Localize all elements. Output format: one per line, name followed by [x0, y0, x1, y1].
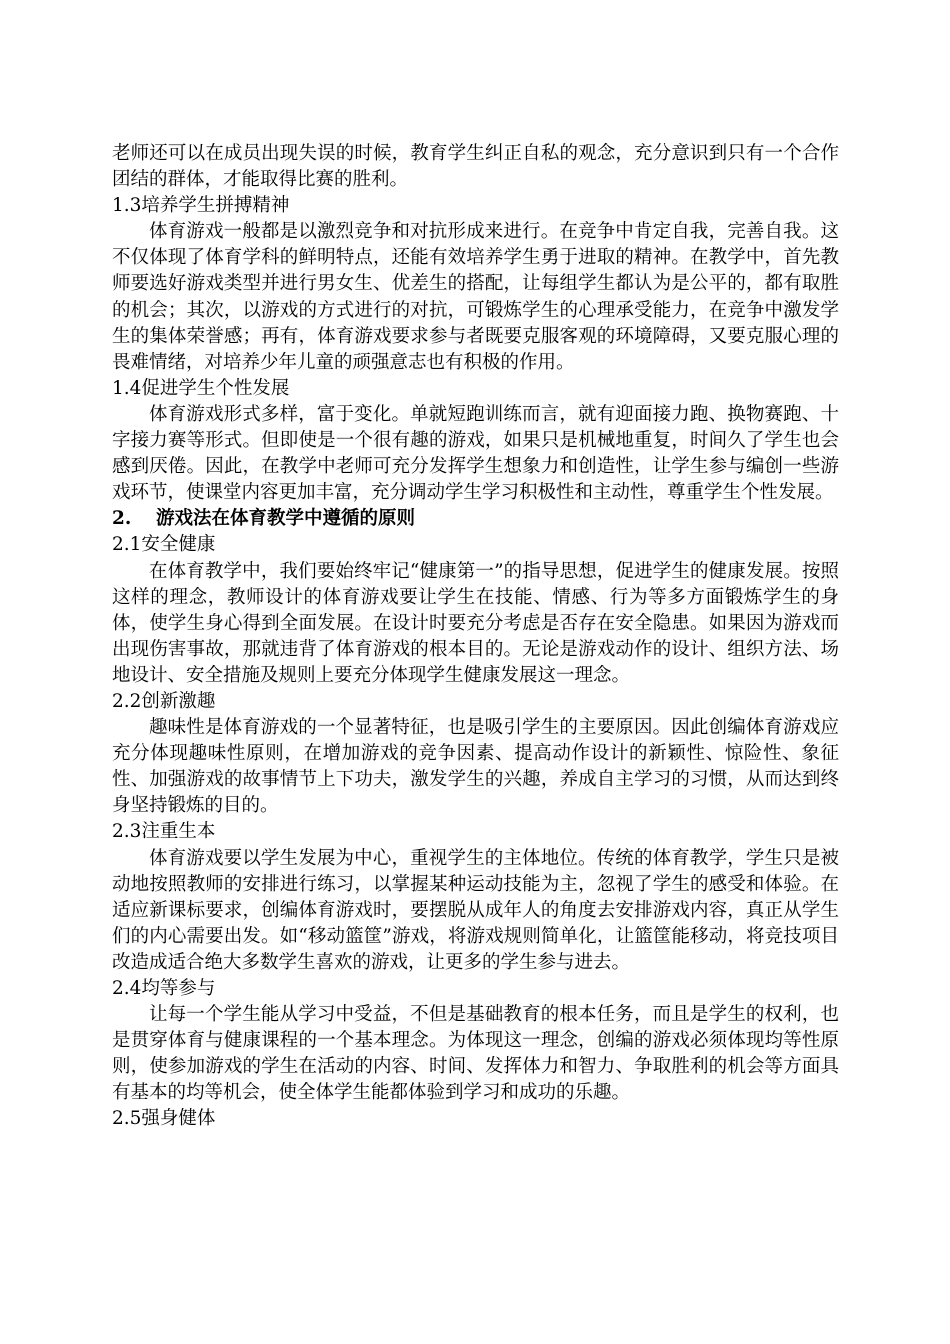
paragraph-personality-development: 体育游戏形式多样，富于变化。单就短跑训练而言，就有迎面接力跑、换物赛跑、十字接力赛等形式。但即使是一个很有趣的游戏，如果只是机械地重复，时间久了学生也会感到厌倦。因此，在教学中老师可充分发挥学生想象力和创造性，让学生参与编创一些游戏环节，使课堂内容更加丰富，充分调动学生学习积极性和主动性，尊重学生个性发展。	[112, 403, 839, 504]
paragraph-student-centered: 体育游戏要以学生发展为中心，重视学生的主体地位。传统的体育教学，学生只是被动地按照教师的安排进行练习，以掌握某种运动技能为主，忽视了学生的感受和体验。在适应新课标要求，创编体育游戏时，要摆脱从成年人的角度去安排游戏内容，真正从学生们的内心需要出发。如“移动篮筐”游戏，将游戏规则简单化，让篮筐能移动，将竞技项目改造成适合绝大多数学生喜欢的游戏，让更多的学生参与进去。	[112, 847, 839, 973]
document-page	[112, 141, 839, 1133]
section-heading-2	[112, 506, 839, 532]
paragraph-equal-participation: 让每一个学生能从学习中受益，不但是基础教育的根本任务，而且是学生的权利，也是贯穿体育与健康课程的一个基本理念。为体现这一理念，创编的游戏必须体现均等性原则，使参加游戏的学生在活动的内容、时间、发挥体力和智力、争取胜利的机会等方面具有基本的均等机会，使全体学生能都体验到学习和成功的乐趣。	[112, 1004, 839, 1104]
section-heading-2-2: 2.2创新激趣	[112, 690, 216, 712]
paragraph-teamwork-continued: 老师还可以在成员出现失误的时候，教育学生纠正自私的观念，充分意识到只有一个合作团结的群体，才能取得比赛的胜利。	[112, 143, 839, 191]
section-heading-2-4: 2.4均等参与	[112, 978, 216, 999]
section-heading-2-3: 2.3注重生本	[112, 821, 216, 843]
section-heading-2-5: 2.5强身健体	[112, 1108, 216, 1130]
paragraph-safety-health: 在体育教学中，我们要始终牢记“健康第一”的指导思想，促进学生的健康发展。按照这样的理念，教师设计的体育游戏要让学生在技能、情感、行为等多方面锻炼学生的身体，使学生身心得到全面发展。在设计时要充分考虑是否存在安全隐患。如果因为游戏而出现伤害事故，那就违背了体育游戏的根本目的。无论是游戏动作的设计、组织方法、场地设计、安全措施及规则上要充分体现学生健康发展这一理念。	[112, 560, 839, 686]
paragraph-striving-spirit: 体育游戏一般都是以激烈竞争和对抗形成来进行。在竞争中肯定自我，完善自我。这不仅体现了体育学科的鲜明特点，还能有效培养学生勇于进取的精神。在教学中，首先教师要选好游戏类型并进行男女生、优差生的搭配，让每组学生都认为是公平的，都有取胜的机会；其次，以游戏的方式进行的对抗，可锻炼学生的心理承受能力，在竞争中激发学生的集体荣誉感；再有，体育游戏要求参与者既要克服客观的环境障碍，又要克服心理的畏难情绪，对培养少年儿童的顽强意志也有积极的作用。	[112, 221, 839, 373]
section-heading-2-1: 2.1安全健康	[112, 534, 216, 556]
section-heading-1-3: 1.3培养学生拼搏精神	[112, 195, 290, 217]
section-heading-1-4: 1.4促进学生个性发展	[112, 377, 290, 399]
section-title: 游戏法在体育教学中遵循的原则	[156, 508, 416, 530]
section-number: 2.	[112, 508, 132, 530]
paragraph-innovation-interest: 趣味性是体育游戏的一个显著特征，也是吸引学生的主要原因。因此创编体育游戏应充分体现趣味性原则，在增加游戏的竞争因素、提高动作设计的新颖性、惊险性、象征性、加强游戏的故事情节上下功夫，激发学生的兴趣，养成自主学习的习惯，从而达到终身坚持锻炼的目的。	[112, 717, 839, 817]
